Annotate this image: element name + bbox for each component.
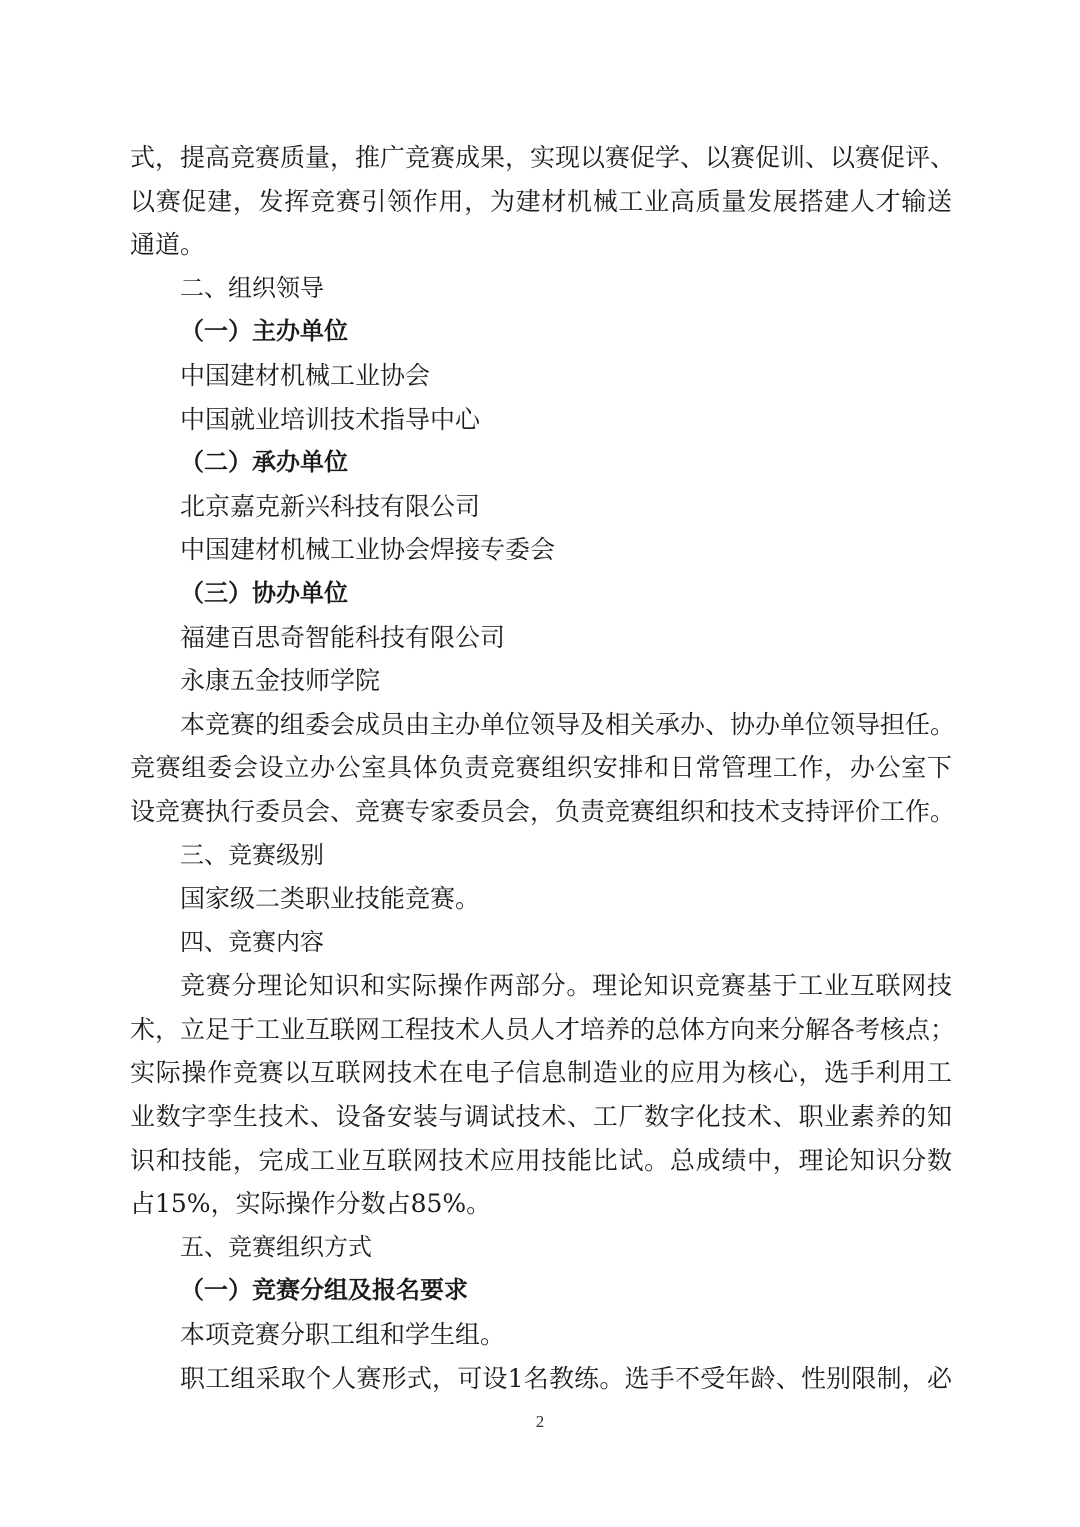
section-heading-level: 三、竞赛级别 bbox=[180, 840, 324, 869]
paragraph-line: 以赛促建，发挥竞赛引领作用，为建材机械工业高质量发展搭建人才输送 bbox=[130, 186, 952, 216]
organization-name: 永康五金技师学院 bbox=[180, 666, 381, 696]
section-heading-content: 四、竞赛内容 bbox=[180, 927, 324, 956]
page-number: 2 bbox=[535, 1412, 545, 1431]
subsection-heading-co-organizer: （三）协办单位 bbox=[180, 578, 348, 607]
paragraph-line: 业数字孪生技术、设备安装与调试技术、工厂数字化技术、职业素养的知 bbox=[130, 1102, 952, 1132]
paragraph-line: 本竞赛的组委会成员由主办单位领导及相关承办、协办单位领导担任。 bbox=[180, 709, 956, 739]
paragraph-line: 识和技能，完成工业互联网技术应用技能比试。总成绩中，理论知识分数 bbox=[130, 1145, 952, 1175]
paragraph-line: 设竞赛执行委员会、竞赛专家委员会，负责竞赛组织和技术支持评价工作。 bbox=[130, 796, 956, 826]
organization-name: 中国建材机械工业协会 bbox=[180, 360, 431, 390]
organization-name: 中国就业培训技术指导中心 bbox=[180, 404, 481, 434]
section-heading-format: 五、竞赛组织方式 bbox=[180, 1232, 372, 1261]
section-heading-organization: 二、组织领导 bbox=[180, 273, 324, 302]
paragraph-line: 国家级二类职业技能竞赛。 bbox=[180, 884, 481, 914]
paragraph-line: 术，立足于工业互联网工程技术人员人才培养的总体方向来分解各考核点； bbox=[130, 1014, 956, 1044]
paragraph-line: 实际操作竞赛以互联网技术在电子信息制造业的应用为核心，选手利用工 bbox=[130, 1058, 952, 1088]
paragraph-line: 式，提高竞赛质量，推广竞赛成果，实现以赛促学、以赛促训、以赛促评、 bbox=[130, 143, 956, 172]
paragraph-line: 占15%，实际操作分数占85%。 bbox=[130, 1189, 492, 1219]
organization-name: 福建百思奇智能科技有限公司 bbox=[180, 622, 506, 652]
subsection-heading-grouping: （一）竞赛分组及报名要求 bbox=[180, 1276, 468, 1305]
paragraph-line: 竞赛分理论知识和实际操作两部分。理论知识竞赛基于工业互联网技 bbox=[180, 971, 952, 1001]
paragraph-line: 竞赛组委会设立办公室具体负责竞赛组织安排和日常管理工作，办公室下 bbox=[130, 753, 952, 783]
subsection-heading-organizer: （二）承办单位 bbox=[180, 448, 348, 477]
organization-name: 北京嘉克新兴科技有限公司 bbox=[180, 491, 481, 521]
organization-name: 中国建材机械工业协会焊接专委会 bbox=[180, 535, 556, 565]
paragraph-line: 职工组采取个人赛形式，可设1名教练。选手不受年龄、性别限制，必 bbox=[180, 1363, 952, 1393]
paragraph-line: 通道。 bbox=[130, 230, 206, 260]
paragraph-line: 本项竞赛分职工组和学生组。 bbox=[180, 1320, 506, 1350]
subsection-heading-host: （一）主办单位 bbox=[180, 317, 348, 346]
document-body bbox=[130, 136, 956, 1400]
